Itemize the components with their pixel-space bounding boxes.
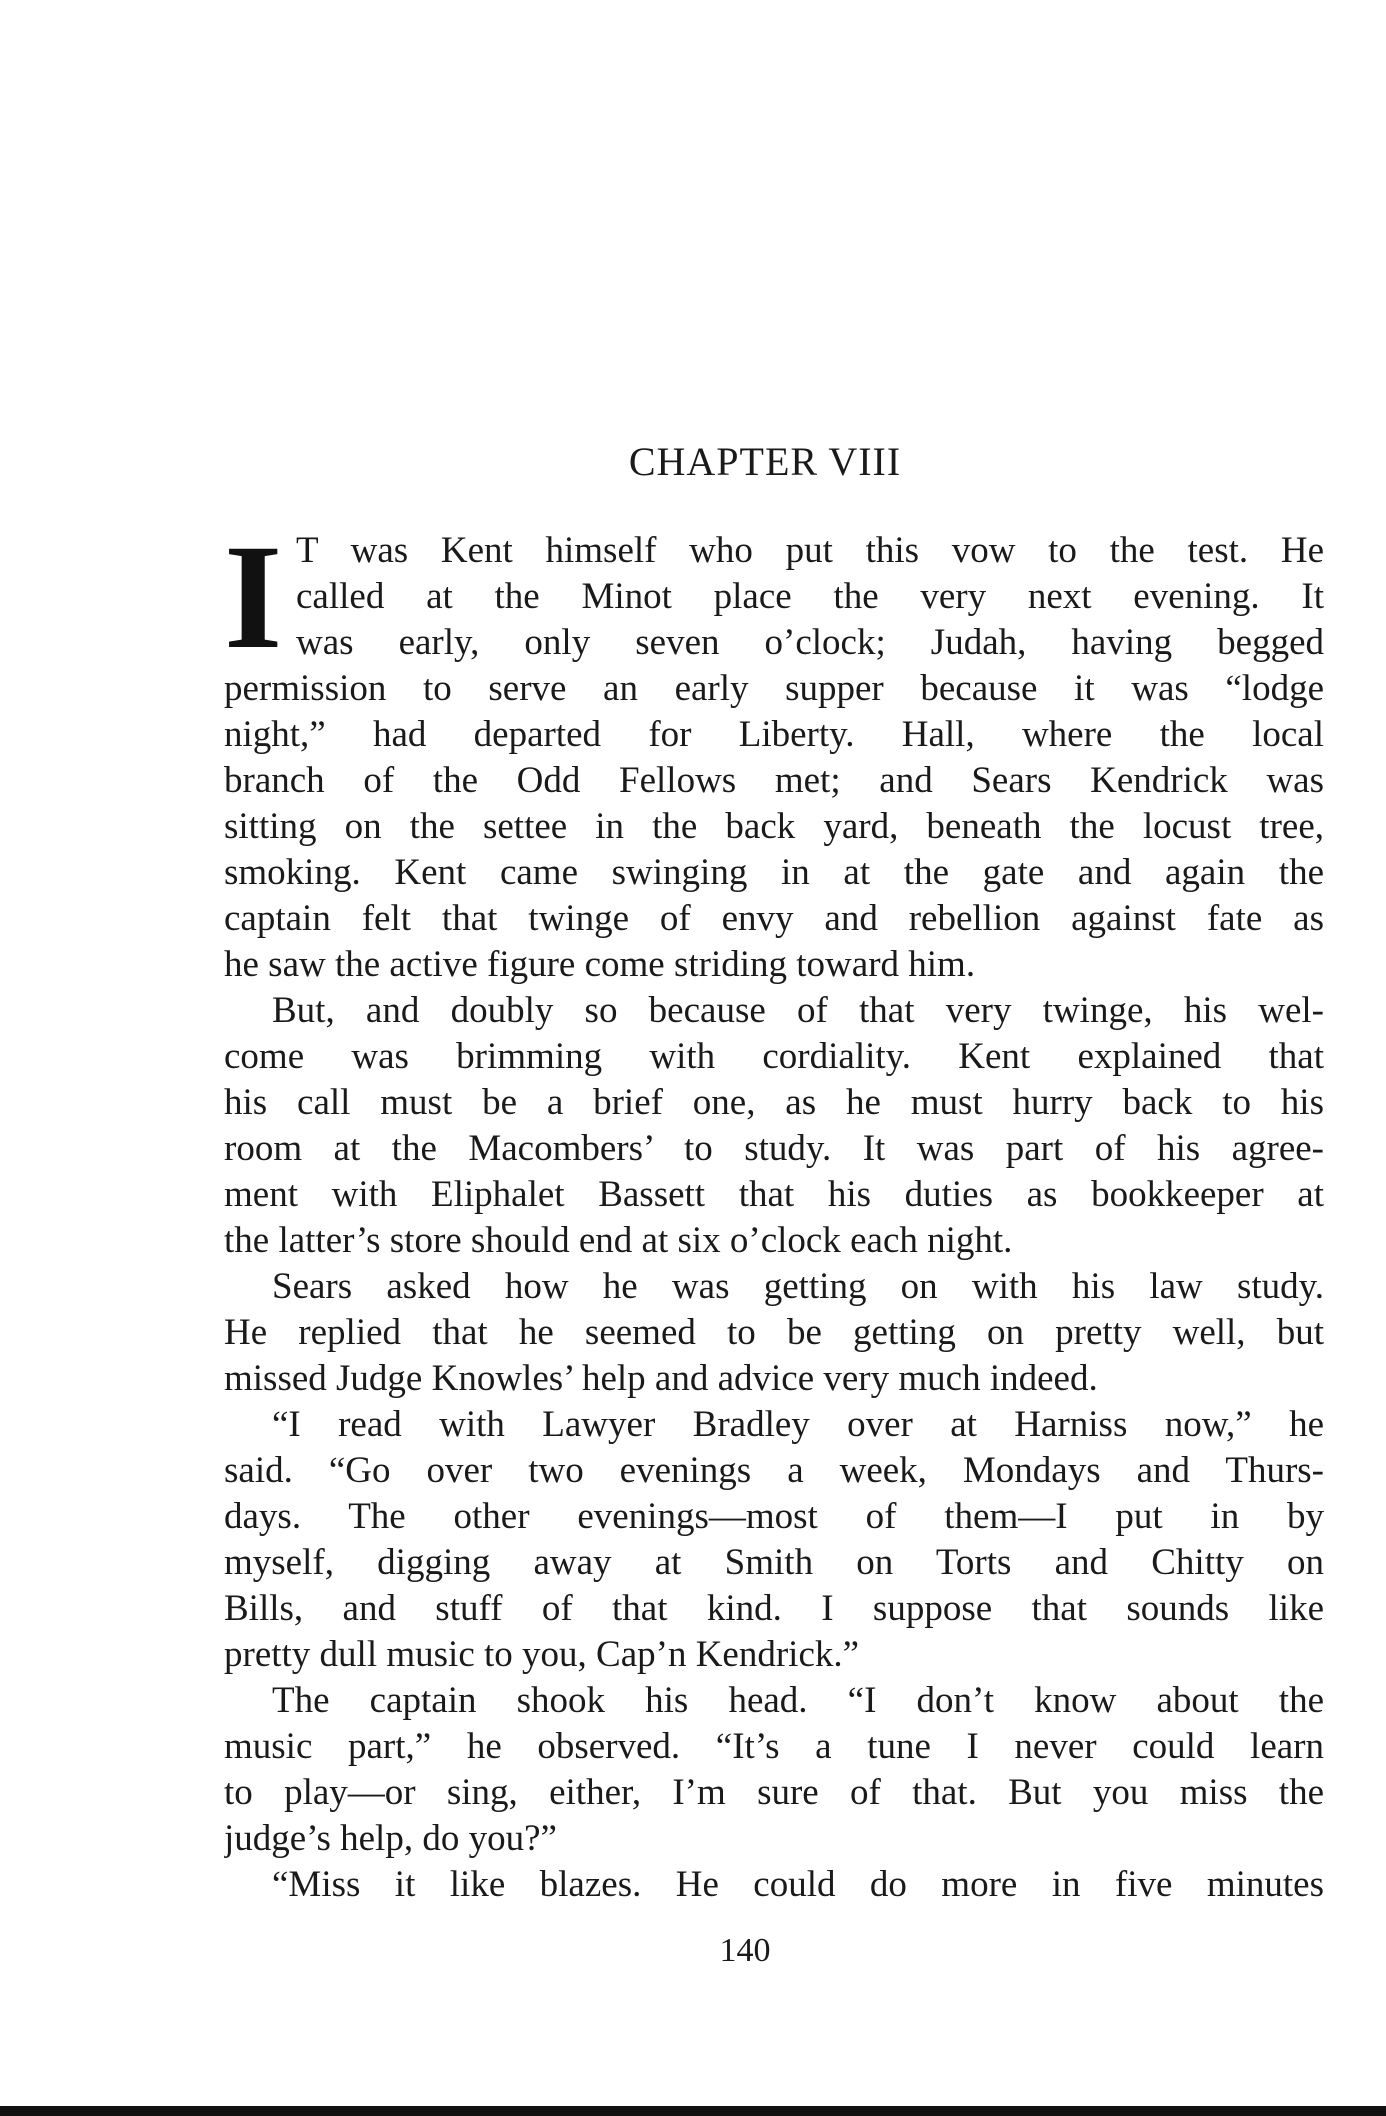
text-line: pretty dull music to you, Cap’n Kendrick.” (224, 1634, 860, 1675)
text-line: sitting on the settee in the back yard, beneath the locust tree, (224, 806, 1324, 847)
text-line: room at the Macombers’ to study. It was part of his agree- (224, 1128, 1324, 1169)
text-line: come was brimming with cordiality. Kent explained that (224, 1036, 1324, 1077)
text-line: the latter’s store should end at six o’clock each night. (224, 1220, 1013, 1261)
text-line: said. “Go over two evenings a week, Mondays and Thurs- (224, 1450, 1324, 1491)
text-line: The captain shook his head. “I don’t know about the (272, 1680, 1324, 1721)
drop-cap: I (224, 514, 283, 680)
text-line: permission to serve an early supper because it was “lodge (224, 668, 1324, 709)
paragraph (224, 988, 1324, 1264)
paragraph (224, 1264, 1324, 1402)
text-line: his call must be a brief one, as he must hurry back to his (224, 1082, 1324, 1123)
text-line: he saw the active figure come striding toward him. (224, 944, 976, 985)
text-line: T was Kent himself who put this vow to the test. He (296, 530, 1324, 571)
paragraph (224, 1862, 1324, 1908)
text-line: missed Judge Knowles’ help and advice very much indeed. (224, 1358, 1098, 1399)
text-line: “I read with Lawyer Bradley over at Harniss now,” he (272, 1404, 1324, 1445)
text-line: smoking. Kent came swinging in at the gate and again the (224, 852, 1324, 893)
text-line: was early, only seven o’clock; Judah, having begged (296, 622, 1324, 663)
text-line: night,” had departed for Liberty. Hall, where the local (224, 714, 1324, 755)
text-line: ment with Eliphalet Bassett that his duties as bookkeeper at (224, 1174, 1324, 1215)
paragraph (224, 1678, 1324, 1862)
scan-edge-divider (0, 2106, 1386, 2116)
body-text (224, 514, 1324, 1908)
text-line: Bills, and stuff of that kind. I suppose that sounds like (224, 1588, 1324, 1629)
text-line: Sears asked how he was getting on with his law study. (272, 1266, 1324, 1307)
text-line: branch of the Odd Fellows met; and Sears Kendrick was (224, 760, 1324, 801)
paragraph (224, 1402, 1324, 1678)
text-line: But, and doubly so because of that very twinge, his wel- (272, 990, 1324, 1031)
text-line: judge’s help, do you?” (224, 1818, 557, 1859)
text-line: captain felt that twinge of envy and rebellion against fate as (224, 898, 1324, 939)
text-line: days. The other evenings—most of them—I put in by (224, 1496, 1324, 1537)
text-line: “Miss it like blazes. He could do more in five minutes (272, 1864, 1324, 1905)
text-line: myself, digging away at Smith on Torts and Chitty on (224, 1542, 1324, 1583)
text-line: to play—or sing, either, I’m sure of that. But you miss the (224, 1772, 1324, 1813)
page-number: 140 (719, 1932, 771, 1969)
text-line: He replied that he seemed to be getting on pretty well, but (224, 1312, 1324, 1353)
text-line: called at the Minot place the very next evening. It (296, 576, 1324, 617)
chapter-title: CHAPTER VIII (628, 439, 902, 484)
text-line: music part,” he observed. “It’s a tune I never could learn (224, 1726, 1324, 1767)
paragraph (224, 514, 1324, 988)
